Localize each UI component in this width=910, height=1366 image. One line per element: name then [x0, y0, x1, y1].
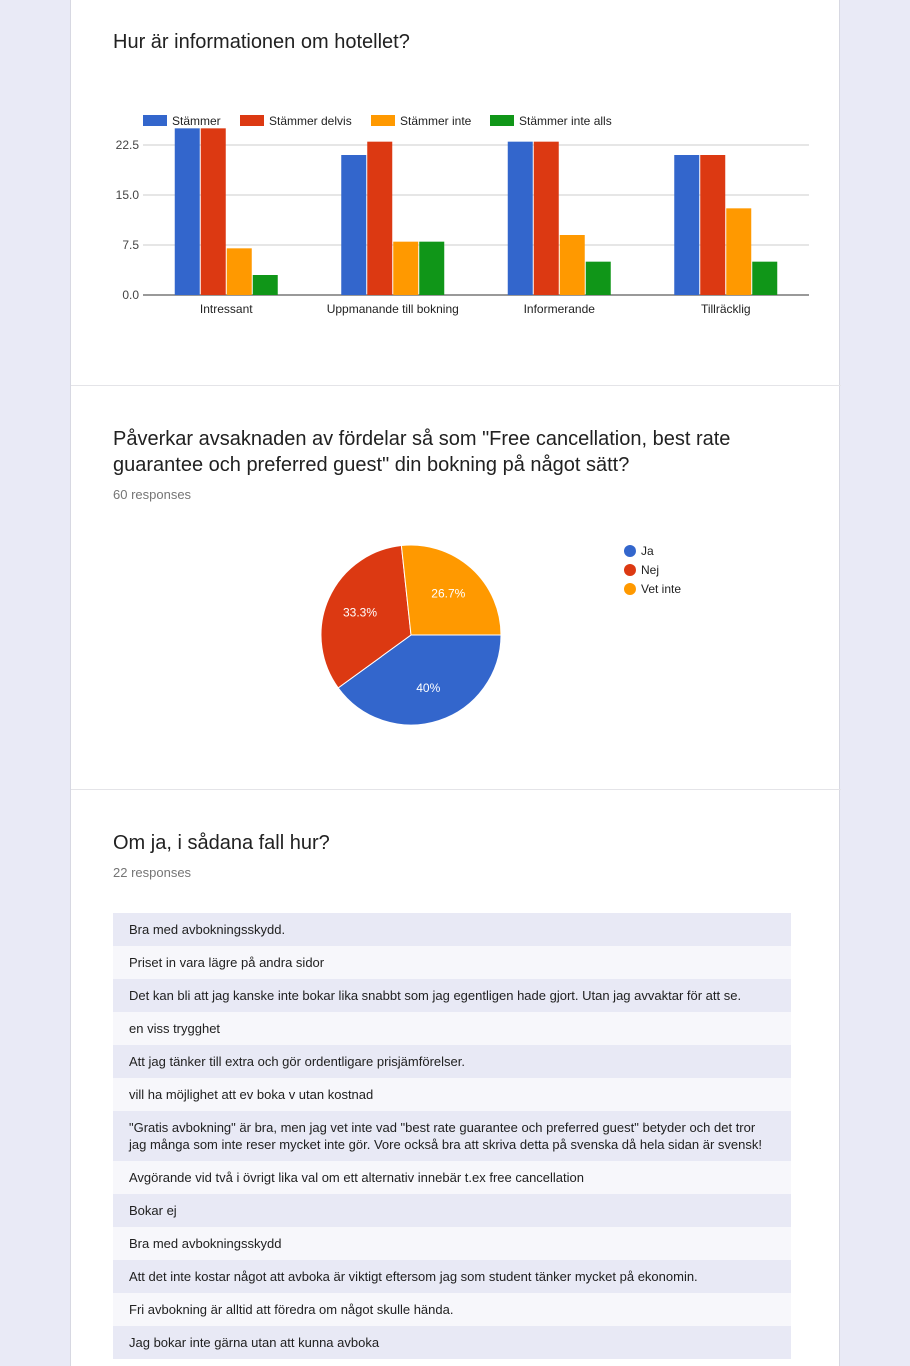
legend-dot — [624, 564, 636, 576]
bar — [253, 275, 278, 295]
answer-row: Bra med avbokningsskydd. — [113, 913, 791, 946]
legend-label: Stämmer inte alls — [519, 114, 612, 128]
card-divider — [71, 789, 841, 790]
card-divider — [71, 385, 841, 386]
answer-row: Avgörande vid två i övrigt lika val om ett alternativ innebär t.ex free cancellation — [113, 1161, 791, 1194]
legend-swatch — [143, 115, 167, 126]
pie-value-label: 33.3% — [342, 605, 378, 620]
x-tick-label: Intressant — [199, 302, 253, 316]
form-summary-sheet — [70, 0, 840, 1366]
answer-row: Det kan bli att jag kanske inte bokar lika snabbt som jag egentligen hade gjort. Utan jag avvaktar för att se. — [113, 979, 791, 1012]
answer-row: Priset in vara lägre på andra sidor — [113, 946, 791, 979]
answer-row: "Gratis avbokning" är bra, men jag vet inte vad "best rate guarantee och preferred guest" betyder och det tror jag många som inte reser mycket inte gör. Vore också bra att skriva detta på svenska då hela sidan är svensk! — [113, 1111, 791, 1161]
question-title-how: Om ja, i sådana fall hur? — [113, 832, 330, 854]
question-title-benefits: Påverkar avsaknaden av fördelar så som "Free cancellation, best rate guarantee och preferred guest" din bokning på något sätt? — [113, 428, 731, 476]
answer-row: Bokar ej — [113, 1194, 791, 1227]
bar — [341, 155, 366, 295]
answer-row: en viss trygghet — [113, 1012, 791, 1045]
y-tick-label: 15.0 — [115, 188, 139, 202]
legend-dot — [624, 545, 636, 557]
legend-label: Stämmer inte — [400, 114, 472, 128]
legend-label: Ja — [641, 544, 654, 558]
bar — [534, 142, 559, 295]
legend-label: Vet inte — [641, 582, 682, 596]
bar — [700, 155, 725, 295]
question-title-information: Hur är informationen om hotellet? — [113, 31, 410, 53]
bar — [227, 248, 252, 295]
answer-row: Att det inte kostar något att avboka är viktigt eftersom jag som student tänker mycket på ekonomin. — [113, 1260, 791, 1293]
bar — [201, 128, 226, 295]
answer-row: Fri avbokning är alltid att föredra om något skulle hända. — [113, 1293, 791, 1326]
bar — [367, 142, 392, 295]
legend-swatch — [490, 115, 514, 126]
bar — [175, 128, 200, 295]
response-count: 22 responses — [113, 865, 192, 880]
legend-swatch — [240, 115, 264, 126]
bar — [752, 262, 777, 295]
answer-row: Bra med avbokningsskydd — [113, 1227, 791, 1260]
y-tick-label: 22.5 — [115, 138, 139, 152]
x-tick-label: Uppmanande till bokning — [326, 302, 459, 316]
bar — [393, 242, 418, 295]
bar — [508, 142, 533, 295]
legend-label: Stämmer — [172, 114, 221, 128]
bar — [560, 235, 585, 295]
pie-value-label: 40% — [416, 681, 441, 696]
y-tick-label: 7.5 — [122, 238, 139, 252]
legend-dot — [624, 583, 636, 595]
response-count: 60 responses — [113, 487, 192, 502]
pie-value-label: 26.7% — [431, 586, 466, 601]
answer-row: Jag bokar inte gärna utan att kunna avboka — [113, 1326, 791, 1359]
legend-swatch — [371, 115, 395, 126]
x-tick-label: Tillräcklig — [700, 302, 751, 316]
legend-label: Stämmer delvis — [269, 114, 352, 128]
bar — [419, 242, 444, 295]
bar — [674, 155, 699, 295]
answer-list — [113, 913, 791, 1359]
answer-row: Att jag tänker till extra och gör ordentligare prisjämförelser. — [113, 1045, 791, 1078]
y-tick-label: 0.0 — [122, 288, 139, 302]
bar — [586, 262, 611, 295]
answer-row: vill ha möjlighet att ev boka v utan kostnad — [113, 1078, 791, 1111]
bar — [726, 208, 751, 295]
pie-chart — [221, 525, 821, 745]
legend-label: Nej — [641, 563, 660, 577]
x-tick-label: Informerande — [523, 302, 595, 316]
bar-chart — [111, 100, 811, 340]
